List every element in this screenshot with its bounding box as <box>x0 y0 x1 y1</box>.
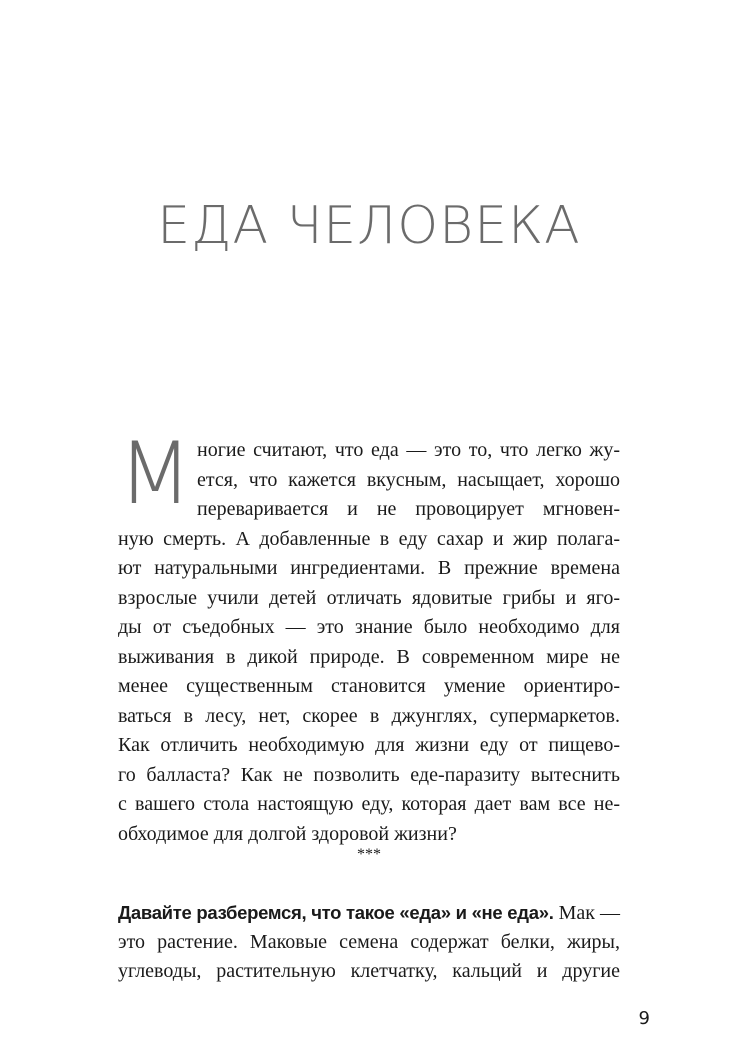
text-line: взрослые учили детей отличать ядовитые грибы и яго- <box>118 586 620 609</box>
text-line: с вашего стола настоящую еду, которая дает вам все не- <box>118 793 620 815</box>
paragraph-main <box>118 898 620 987</box>
text-line: обходимое для долгой здоровой жизни? <box>118 822 457 845</box>
text-line: ваться в лесу, нет, скорее в джунглях, супермаркетов. <box>118 704 620 727</box>
text-line: выживания в дикой природе. В современном мире не <box>118 645 620 668</box>
text-line: ногие считают, что еда — это то, что легко жу- <box>197 439 620 461</box>
chapter-title: ЕДА ЧЕЛОВЕКА <box>157 196 581 256</box>
text-fragment: Мак — <box>553 902 620 924</box>
bold-lead-text: Давайте разберемся, что такое «еда» и «не еда». <box>118 902 554 923</box>
text-line: это растение. Маковые семена содержат белки, жиры, <box>118 930 620 953</box>
drop-cap-letter: М <box>118 424 193 524</box>
text-line: ют натуральными ингредиентами. В прежние времена <box>118 557 620 579</box>
text-line: ды от съедобных — это знание было необходимо для <box>118 616 620 638</box>
paragraph-intro <box>118 424 620 849</box>
text-line <box>118 898 620 928</box>
text-line: переваривается и не провоцирует мгновен- <box>197 498 620 520</box>
section-separator: *** <box>357 846 381 863</box>
text-line: го балласта? Как не позволить еде-паразиту вытеснить <box>118 763 620 786</box>
page-number: 9 <box>638 1008 650 1029</box>
text-line: Как отличить необходимую для жизни еду от пищево- <box>118 734 620 756</box>
text-line: ется, что кажется вкусным, насыщает, хорошо <box>197 468 620 491</box>
text-line: углеводы, растительную клетчатку, кальций и другие <box>118 960 620 982</box>
text-line: ную смерть. А добавленные в еду сахар и жир полага- <box>118 527 620 550</box>
text-line: менее существенным становится умение ориентиро- <box>118 675 620 697</box>
